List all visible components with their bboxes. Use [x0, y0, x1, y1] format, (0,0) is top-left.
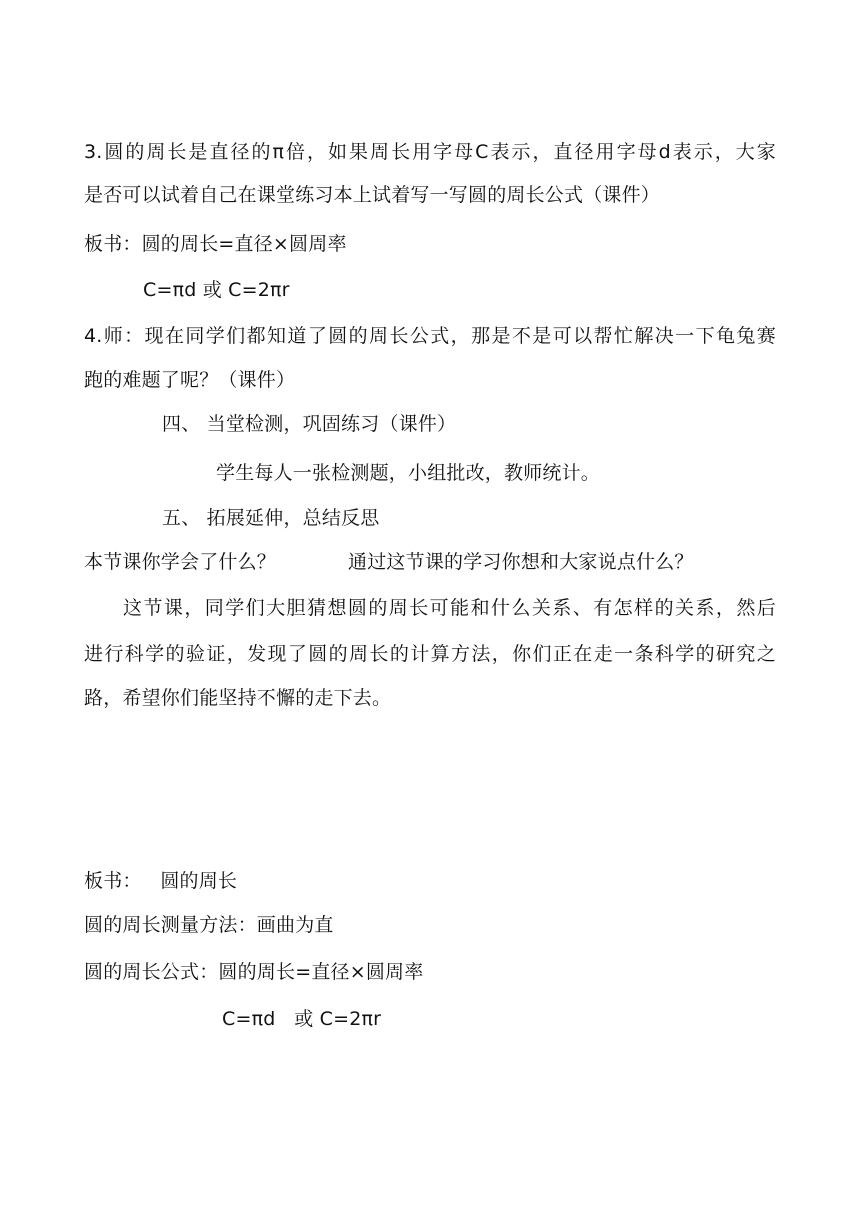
paragraph-4-line-2: 跑的难题了呢？（课件） [84, 369, 296, 391]
section-4-text: 学生每人一张检测题，小组批改，教师统计。 [216, 462, 601, 484]
summary-line-2: 进行科学的验证，发现了圆的周长的计算方法，你们正在走一条科学的研究之 [84, 643, 776, 665]
question-2: 通过这节课的学习你想和大家说点什么？ [348, 551, 694, 573]
board-formula-label: 圆的周长公式：圆的周长=直径×圆周率 [84, 961, 424, 983]
board-method: 圆的周长测量方法：画曲为直 [84, 914, 334, 936]
paragraph-3-line-2: 是否可以试着自己在课堂练习本上试着写一写圆的周长公式（课件） [84, 184, 661, 206]
summary-line-1: 这节课，同学们大胆猜想圆的周长可能和什么关系、有怎样的关系，然后 [123, 597, 776, 619]
board-formula: C=πd 或 C=2πr [222, 1008, 382, 1030]
question-1: 本节课你学会了什么？ [84, 551, 277, 573]
board-title: 板书： 圆的周长 [84, 870, 238, 892]
section-4-heading: 四、 当堂检测，巩固练习（课件） [162, 413, 457, 435]
section-5-heading: 五、 拓展延伸，总结反思 [162, 507, 380, 529]
paragraph-3-line-1: 3.圆的周长是直径的π倍，如果周长用字母C表示，直径用字母d表示，大家 [84, 141, 776, 163]
board-note-formula-text: 板书：圆的周长=直径×圆周率 [84, 233, 347, 255]
formula-line: C=πd 或 C=2πr [143, 279, 290, 301]
question-line [84, 550, 694, 574]
summary-line-3: 路，希望你们能坚持不懈的走下去。 [84, 687, 392, 709]
paragraph-4-line-1: 4.师：现在同学们都知道了圆的周长公式，那是不是可以帮忙解决一下龟兔赛 [84, 325, 776, 347]
